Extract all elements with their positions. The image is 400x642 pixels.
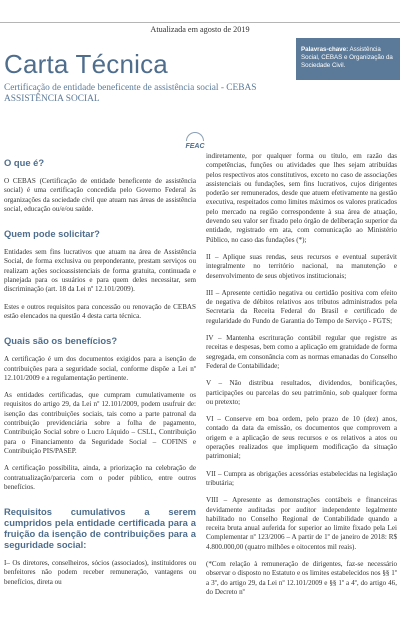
right-column — [206, 152, 397, 605]
paragraph: A certificação é um dos documentos exigidos para a isenção de contribuições para a seguridade social, conforme dispõe a Lei nº 12.101/2009 e a regulamentação pertinente. — [4, 355, 196, 382]
paragraph: indiretamente, por qualquer forma ou título, em razão das competências, funções ou atividades que lhes sejam atribuídas pelos respectivos atos constitutivos, exceto no caso de associações assistenciais ou fundações, sem fins lucrativos, cujos dirigentes poderão ser remunerados, desde que atuem efetivamente na gestão executiva, respeitados como limites máximos os valores praticados pelo mercado na região correspondente à sua área de atuação, devendo seu valor ser fixado pelo órgão de deliberação superior da entidade, registrado em ata, com comunicação ao Ministério Público, no caso das fundações (*); — [206, 152, 397, 244]
page-subtitle: Certificação de entidade beneficente de assistência social - CEBAS ASSISTÊNCIA SOCIAL — [4, 83, 257, 104]
logo-text: FEAC — [185, 143, 205, 150]
paragraph: O CEBAS (Certificação de entidade beneficente de assistência social) é uma certificação concedida pelo Governo Federal às organizações da sociedade civil que atuam nas áreas de assistência social, educação ou/e/ou saúde. — [4, 177, 196, 213]
heading-requirements: Requisitos cumulativos a serem cumpridos pela entidade certificada para a fruição da isenção de contribuições para a seguridade social: — [4, 506, 196, 551]
paragraph: II – Aplique suas rendas, seus recursos e eventual superávit integralmente no território nacional, na manutenção e desenvolvimento de seus objetivos institucionais; — [206, 252, 397, 280]
paragraph: V – Não distribua resultados, dividendos, bonificações, participações ou parcelas do seu patrimônio, sob qualquer forma ou pretexto; — [206, 379, 397, 406]
paragraph: A certificação possibilita, ainda, a priorização na celebração de contratualização/parceria com o poder público, entre outros benefícios. — [4, 464, 196, 491]
paragraph: Estes e outros requisitos para concessão ou renovação de CEBAS estão elencados na questão 4 desta carta técnica. — [4, 302, 196, 320]
keywords-text: Assistência Social, CEBAS e Organização da Sociedade Civil. — [301, 46, 393, 69]
keywords-box — [296, 38, 400, 80]
top-divider — [0, 22, 400, 23]
update-date: Atualizada em agosto de 2019 — [150, 25, 250, 34]
paragraph: VIII – Apresente as demonstrações contábeis e financeiras devidamente auditadas por auditor independente legalmente habilitado no Conselho Regional de Contabilidade quando a receita bruta anual auferida for superior ao limite fixado pela Lei Complementar nº 123/2006 – A partir de 1º de janeiro de 2018: R$ 4.800.000,00 (quatro milhões e oitocentos mil reais). — [206, 496, 397, 551]
paragraph: (*Com relação à remuneração de dirigentes, faz-se necessário observar o disposto no Estatuto e os limites estabelecidos nos §§ 1º a 3º, do artigo 29, da Lei nº 12.101/2009 e §§ 1º a 4º, do artigo 46, do Decreto nº — [206, 559, 397, 596]
left-column — [4, 152, 196, 595]
heading-benefits: Quais são os benefícios? — [4, 335, 118, 347]
logo-arc-icon — [186, 132, 204, 141]
paragraph: VII – Cumpra as obrigações acessórias estabelecidas na legislação tributária; — [206, 469, 397, 487]
heading-who-can-apply: Quem pode solicitar? — [4, 228, 100, 240]
heading-what-is: O que é? — [4, 157, 45, 168]
paragraph: Entidades sem fins lucrativos que atuam na área de Assistência Social, de forma exclusiva ou preponderante, prestam serviços ou realizam ações socioassistenciais de forma gratuita, continuada e planejada para os usuários e para quem deles necessitar, sem discriminação (art. 18 da Lei nº 12.101/2009). — [4, 248, 196, 294]
keywords-label: Palavras-chave: — [301, 46, 349, 53]
page-title: Carta Técnica — [4, 49, 168, 79]
paragraph: IV – Mantenha escrituração contábil regular que registre as receitas e despesas, bem como a aplicação em gratuidade de forma segregada, em consonância com as normas emanadas do Conselho Federal de Contabilidade; — [206, 334, 397, 370]
paragraph: III – Apresente certidão negativa ou certidão positiva com efeito de negativa de débitos relativos aos tributos administrados pela Secretaria da Receita Federal do Brasil e certificado de regularidade do Fundo de Garantia do Tempo de Serviço - FGTS; — [206, 288, 397, 325]
paragraph: VI – Conserve em boa ordem, pelo prazo de 10 (dez) anos, contado da data da emissão, os documentos que comprovem a origem e a aplicação de seus recursos e os relativos a atos ou operações realizados que impliquem modificação da situação patrimonial; — [206, 415, 397, 461]
paragraph: As entidades certificadas, que cumpram cumulativamente os requisitos do artigo 29, da Lei nº 12.101/2009, podem usufruir de: isenção das contribuições sociais, tais como a parte patronal da contribuição previdenciária sobre a folha de pagamento, Contribuição Social sobre o Lucro Líquido – CSLL, Contribuição para o Financiamento da Seguridade Social – COFINS e Contribuição PIS/PASEP. — [4, 391, 196, 455]
paragraph: I– Os diretores, conselheiros, sócios (associados), instituidores ou benfeitores não podem receber remuneração, vantagens ou benefícios, direta ou — [4, 559, 196, 586]
